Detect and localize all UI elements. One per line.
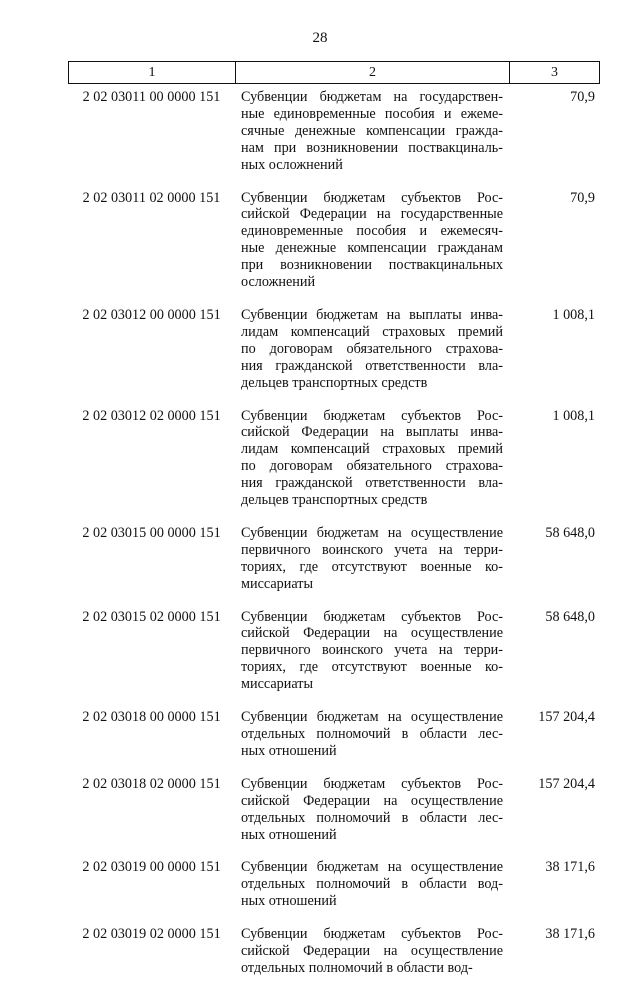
description-line: отдельных полномочий в области вод- bbox=[241, 876, 503, 893]
row-description bbox=[241, 859, 503, 910]
description-line: при возникновении поствакцинальных bbox=[241, 257, 503, 274]
budget-code: 2 02 03012 00 0000 151 bbox=[82, 306, 221, 323]
amount-value: 38 171,6 bbox=[545, 926, 595, 943]
description-line: Субвенции бюджетам на осуществление bbox=[241, 709, 503, 726]
budget-code: 2 02 03011 02 0000 151 bbox=[82, 189, 221, 206]
description-line: ториях, где отсутствуют военные ко- bbox=[241, 558, 503, 575]
description-line: сийской Федерации на государственные bbox=[241, 206, 503, 223]
budget-code: 2 02 03011 00 0000 151 bbox=[82, 89, 221, 105]
description-line: Субвенции бюджетам на выплаты инва- bbox=[241, 306, 503, 323]
description-line: Субвенции бюджетам субъектов Рос- bbox=[241, 407, 503, 424]
column-header-code: 1 bbox=[69, 62, 236, 83]
description-line: миссариаты bbox=[241, 676, 313, 693]
description-line: сийской Федерации на осуществление bbox=[241, 625, 503, 642]
description-line: ных отношений bbox=[241, 742, 337, 759]
description-line: первичного воинского учета на терри- bbox=[241, 642, 503, 659]
description-line: ния гражданской ответственности вла- bbox=[241, 357, 503, 374]
description-line: единовременные пособия и ежемесяч- bbox=[241, 223, 503, 240]
amount-value: 157 204,4 bbox=[538, 775, 595, 792]
budget-code: 2 02 03019 00 0000 151 bbox=[82, 859, 221, 876]
description-line: по договорам обязательного страхова- bbox=[241, 340, 503, 357]
description-line: Субвенции бюджетам субъектов Рос- bbox=[241, 775, 503, 792]
table-row bbox=[68, 190, 600, 291]
description-line: сячные денежные компенсации гражда- bbox=[241, 122, 503, 139]
row-description bbox=[241, 926, 503, 977]
description-line: осложнений bbox=[241, 274, 316, 291]
description-line: лидам компенсаций страховых премий bbox=[241, 323, 503, 340]
description-line: нам при возникновении поствакциналь- bbox=[241, 139, 503, 156]
amount-value: 157 204,4 bbox=[538, 709, 595, 726]
description-line: ных осложнений bbox=[241, 156, 343, 173]
table-row bbox=[68, 776, 600, 844]
description-line: дельцев транспортных средств bbox=[241, 492, 428, 509]
column-header-description: 2 bbox=[236, 62, 510, 83]
row-description bbox=[241, 307, 503, 392]
amount-value: 58 648,0 bbox=[545, 524, 595, 541]
description-line: сийской Федерации на осуществление bbox=[241, 943, 503, 960]
description-line: сийской Федерации на выплаты инва- bbox=[241, 424, 503, 441]
row-description bbox=[241, 609, 503, 694]
amount-value: 70,9 bbox=[570, 89, 595, 105]
description-line: первичного воинского учета на терри- bbox=[241, 541, 503, 558]
description-line: сийской Федерации на осуществление bbox=[241, 792, 503, 809]
amount-value: 1 008,1 bbox=[552, 407, 595, 424]
description-line: Субвенции бюджетам субъектов Рос- bbox=[241, 608, 503, 625]
row-description bbox=[241, 525, 503, 593]
description-line: дельцев транспортных средств bbox=[241, 374, 428, 391]
description-line: ния гражданской ответственности вла- bbox=[241, 475, 503, 492]
amount-value: 38 171,6 bbox=[545, 859, 595, 876]
budget-code: 2 02 03019 02 0000 151 bbox=[82, 926, 221, 943]
row-description bbox=[241, 408, 503, 509]
page-number: 28 bbox=[312, 30, 328, 46]
table-row bbox=[68, 408, 600, 509]
table-header bbox=[68, 61, 600, 84]
description-line: Субвенции бюджетам на осуществление bbox=[241, 524, 503, 541]
description-line: Субвенции бюджетам на осуществление bbox=[241, 859, 503, 876]
description-line: отдельных полномочий в области лес- bbox=[241, 809, 503, 826]
description-line: ных отношений bbox=[241, 826, 337, 843]
table-row bbox=[68, 709, 600, 760]
row-description bbox=[241, 776, 503, 844]
budget-code: 2 02 03015 02 0000 151 bbox=[82, 608, 221, 625]
amount-value: 58 648,0 bbox=[545, 608, 595, 625]
row-description bbox=[241, 89, 503, 174]
table-row bbox=[68, 609, 600, 694]
budget-code: 2 02 03018 02 0000 151 bbox=[82, 775, 221, 792]
description-line: лидам компенсаций страховых премий bbox=[241, 441, 503, 458]
table-row bbox=[68, 926, 600, 977]
description-line: отдельных полномочий в области лес- bbox=[241, 726, 503, 742]
description-line: ные единовременные пособия и ежеме- bbox=[241, 105, 503, 122]
description-line: миссариаты bbox=[241, 575, 313, 592]
description-line: отдельных полномочий в области вод- bbox=[241, 959, 473, 976]
budget-code: 2 02 03012 02 0000 151 bbox=[82, 407, 221, 424]
description-line: Субвенции бюджетам субъектов Рос- bbox=[241, 926, 503, 943]
description-line: Субвенции бюджетам на государствен- bbox=[241, 89, 503, 105]
description-line: Субвенции бюджетам субъектов Рос- bbox=[241, 189, 503, 206]
description-line: ных отношений bbox=[241, 893, 337, 910]
table-body bbox=[68, 89, 600, 993]
table-row bbox=[68, 525, 600, 593]
amount-value: 1 008,1 bbox=[552, 306, 595, 323]
amount-value: 70,9 bbox=[570, 189, 595, 206]
budget-code: 2 02 03015 00 0000 151 bbox=[82, 524, 221, 541]
description-line: по договорам обязательного страхова- bbox=[241, 458, 503, 475]
table-row bbox=[68, 89, 600, 174]
column-header-amount: 3 bbox=[551, 65, 558, 80]
description-line: ные денежные компенсации гражданам bbox=[241, 240, 503, 257]
description-line: ториях, где отсутствуют военные ко- bbox=[241, 659, 503, 676]
table-row bbox=[68, 859, 600, 910]
budget-code: 2 02 03018 00 0000 151 bbox=[82, 709, 221, 726]
row-description bbox=[241, 190, 503, 291]
row-description bbox=[241, 709, 503, 760]
table-row bbox=[68, 307, 600, 392]
